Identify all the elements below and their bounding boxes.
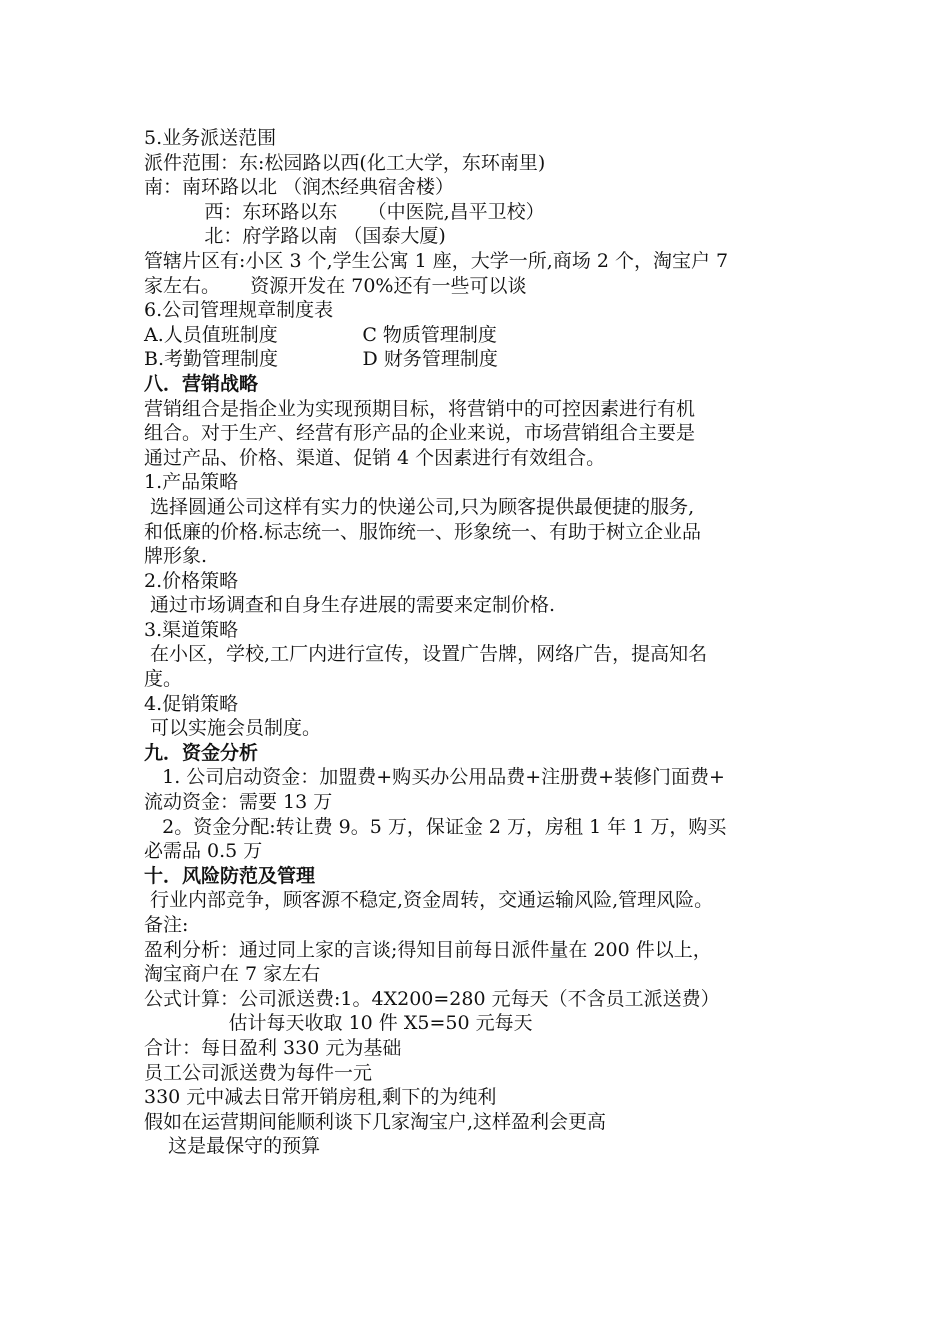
text-line: 西：东环路以东 （中医院,昌平卫校） bbox=[144, 200, 545, 223]
text-line: 330 元中减去日常开销房租,剩下的为纯利 bbox=[144, 1086, 497, 1109]
text-line: 盈利分析：通过同上家的言谈;得知目前每日派件量在 200 件以上， bbox=[144, 938, 712, 961]
text-line: 管辖片区有:小区 3 个,学生公寓 1 座，大学一所,商场 2 个，淘宝户 7 bbox=[144, 249, 729, 272]
text-line: 组合。对于生产、经营有形产品的企业来说，市场营销组合主要是 bbox=[144, 422, 696, 445]
text-line: 5.业务派送范围 bbox=[144, 127, 277, 149]
text-line: 南：南环路以北 （润杰经典宿舍楼） bbox=[144, 176, 455, 199]
text-line: 淘宝商户在 7 家左右 bbox=[144, 963, 321, 986]
text-line: 通过产品、价格、渠道、促销 4 个因素进行有效组合。 bbox=[144, 446, 606, 469]
text-line: 6.公司管理规章制度表 bbox=[144, 299, 334, 322]
text-line: B.考勤管理制度 D 财务管理制度 bbox=[144, 348, 498, 371]
text-line: 可以实施会员制度。 bbox=[144, 717, 322, 740]
text-line: 选择圆通公司这样有实力的快递公司,只为顾客提供最便捷的服务, bbox=[144, 495, 695, 518]
text-line: 北：府学路以南 （国泰大厦) bbox=[144, 225, 446, 248]
text-line: 营销组合是指企业为实现预期目标，将营销中的可控因素进行有机 bbox=[144, 397, 696, 420]
text-line: 1. 公司启动资金：加盟费+购买办公用品费+注册费+装修门面费+ bbox=[144, 766, 725, 789]
text-line: 备注: bbox=[144, 914, 189, 936]
text-line: 通过市场调查和自身生存进展的需要来定制价格. bbox=[144, 594, 556, 617]
text-line: 和低廉的价格.标志统一、服饰统一、形象统一、有助于树立企业品 bbox=[144, 520, 702, 543]
text-line: 在小区，学校,工厂内进行宣传，设置广告牌，网络广告，提高知名 bbox=[144, 643, 708, 666]
text-line: 4.促销策略 bbox=[144, 692, 239, 715]
text-line: A.人员值班制度 C 物质管理制度 bbox=[144, 323, 497, 346]
text-line: 公式计算：公司派送费:1。4X200=280 元每天（不含员工派送费） bbox=[144, 987, 720, 1010]
text-line: 估计每天收取 10 件 X5=50 元每天 bbox=[144, 1012, 533, 1035]
text-line: 合计：每日盈利 330 元为基础 bbox=[144, 1036, 402, 1059]
text-line: 2.价格策略 bbox=[144, 569, 239, 592]
text-line: 家左右。 资源开发在 70%还有一些可以谈 bbox=[144, 274, 527, 297]
text-line: 派件范围：东:松园路以西(化工大学，东环南里) bbox=[144, 151, 546, 174]
text-line: 2。资金分配:转让费 9。5 万，保证金 2 万，房租 1 年 1 万，购买 bbox=[144, 815, 727, 838]
text-line: 这是最保守的预算 bbox=[144, 1135, 321, 1158]
text-line: 行业内部竞争，顾客源不稳定,资金周转，交通运输风险,管理风险。 bbox=[144, 889, 714, 912]
text-line: 1.产品策略 bbox=[144, 471, 239, 494]
text-line: 度。 bbox=[144, 668, 183, 691]
text-line: 牌形象. bbox=[144, 545, 208, 568]
section-heading: 八．营销战略 bbox=[144, 372, 259, 395]
section-heading: 十．风险防范及管理 bbox=[144, 864, 316, 887]
text-line: 必需品 0.5 万 bbox=[144, 840, 263, 863]
text-line: 员工公司派送费为每件一元 bbox=[144, 1061, 373, 1084]
text-line: 3.渠道策略 bbox=[144, 618, 239, 641]
section-heading: 九．资金分析 bbox=[144, 741, 259, 764]
text-line: 流动资金：需要 13 万 bbox=[144, 791, 333, 814]
document-page bbox=[144, 126, 814, 1159]
text-line: 假如在运营期间能顺利谈下几家淘宝户,这样盈利会更高 bbox=[144, 1110, 607, 1133]
